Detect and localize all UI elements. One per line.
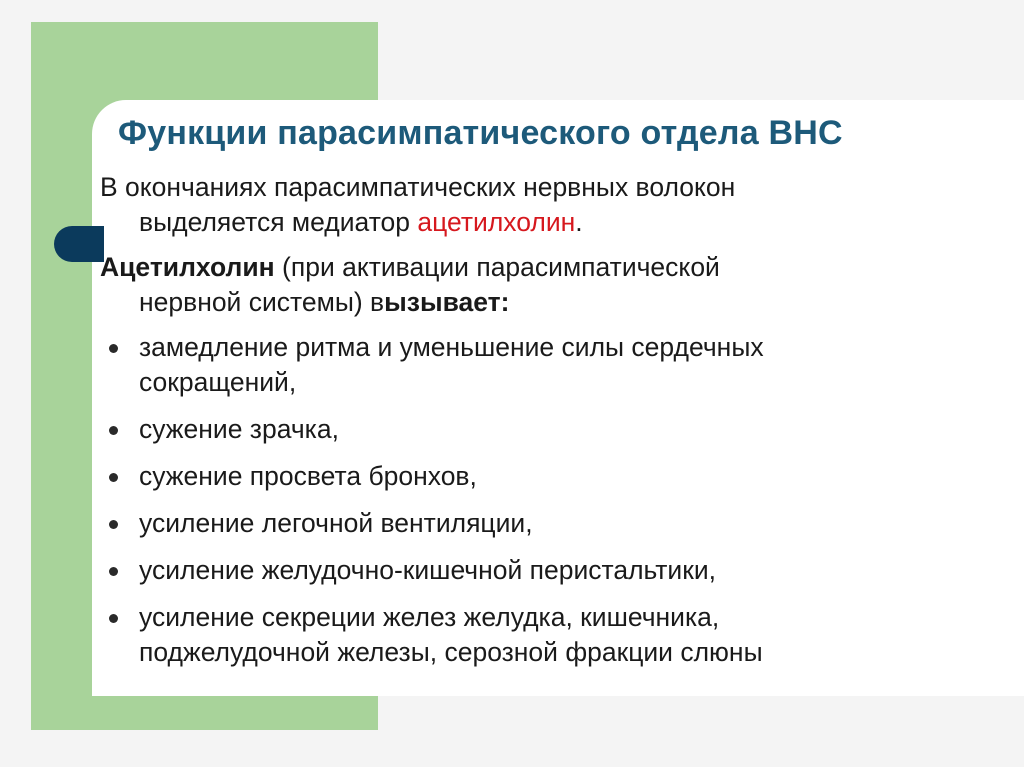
lead-line2-text: нервной системы) в [139,287,385,317]
list-item [100,330,1005,400]
list-item-text-cont: поджелудочной железы, серозной фракции слюны [139,637,763,667]
highlight-term: ацетилхолин [417,207,576,237]
slide-content [100,170,1005,682]
decorative-tab [54,226,104,262]
intro-end: . [575,207,583,237]
list-item-text: сужение просвета бронхов, [139,461,477,491]
lead-bold-verb: ызывает: [384,287,510,317]
list-item [100,553,1005,588]
bullet-icon [109,344,118,353]
bullet-icon [109,426,118,435]
list-item-text-cont: сокращений, [139,367,297,397]
slide-title: Функции парасимпатического отдела ВНС [118,114,843,152]
list-item-text: усиление легочной вентиляции, [139,508,533,538]
intro-line1: В окончаниях парасимпатических нервных волокон [100,172,736,202]
list-item [100,459,1005,494]
lead-line1 [100,250,1005,285]
list-item [100,506,1005,541]
list-item-text: сужение зрачка, [139,414,339,444]
list-item [100,412,1005,447]
intro-line2 [100,205,1005,240]
lead-text: (при активации парасимпатической [274,252,720,282]
bullet-icon [109,567,118,576]
lead-line2 [100,285,1005,320]
lead-bold-term: Ацетилхолин [100,252,275,282]
bullet-icon [109,473,118,482]
list-item [100,600,1005,670]
intro-text: выделяется медиатор [139,207,418,237]
intro-paragraph [100,170,1005,240]
lead-paragraph [100,250,1005,320]
list-item-text: замедление ритма и уменьшение силы сердечных [139,332,764,362]
effects-list [100,330,1005,670]
bullet-icon [109,520,118,529]
bullet-icon [109,614,118,623]
list-item-text: усиление секреции желез желудка, кишечника, [139,602,720,632]
list-item-text: усиление желудочно-кишечной перистальтики, [139,555,716,585]
